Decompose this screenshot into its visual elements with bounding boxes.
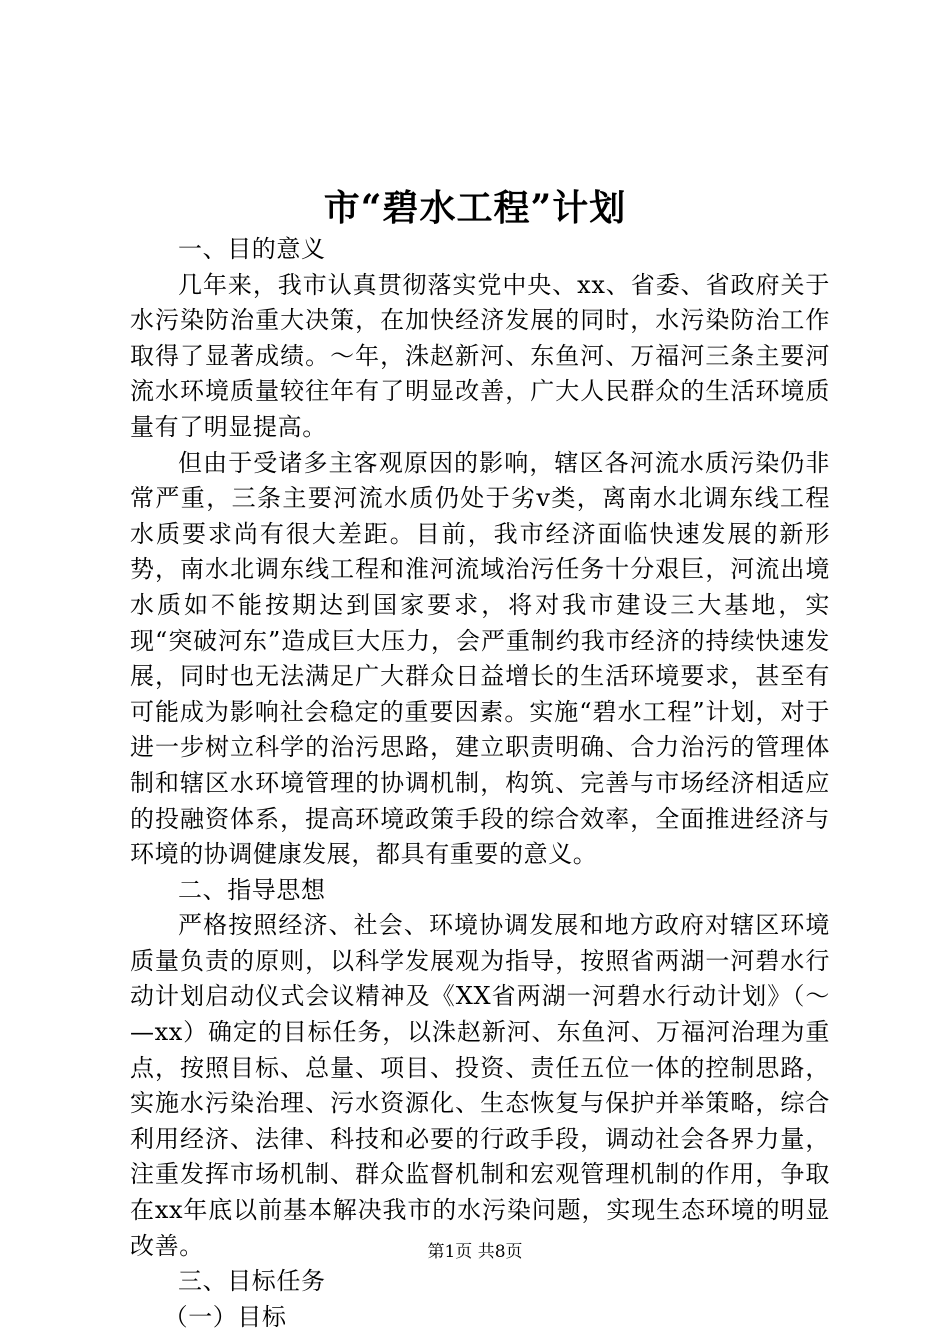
paragraph: 但由于受诸多主客观原因的影响，辖区各河流水质污染仍非常严重，三条主要河流水质仍处于劣v类，离南水北调东线工程水质要求尚有很大差距。目前，我市经济面临快速发展的新形势，南水北调东线工程和淮河流域治污任务十分艰巨，河流出境水质如不能按期达到国家要求，将对我市建设三大基地，实现“突破河东”造成巨大压力，会严重制约我市经济的持续快速发展，同时也无法满足广大群众日益增长的生活环境要求，甚至有可能成为影响社会稳定的重要因素。实施“碧水工程”计划，对于进一步树立科学的治污思路，建立职责明确、合力治污的管理体制和辖区水环境管理的协调机制，构筑、完善与市场经济相适应的投融资体系，提高环境政策手段的综合效率，全面推进经济与环境的协调健康发展，都具有重要的意义。 bbox=[130, 448, 830, 869]
section-heading: 一、目的意义 bbox=[178, 235, 326, 263]
section-heading: 二、指导思想 bbox=[178, 875, 326, 904]
paragraph: 几年来，我市认真贯彻落实党中央、xx、省委、省政府关于水污染防治重大决策，在加快经济发展的同时，水污染防治工作取得了显著成绩。～年，洙赵新河、东鱼河、万福河三条主要河流水环境质量较往年有了明显改善，广大人民群众的生活环境质量有了明显提高。 bbox=[130, 270, 830, 441]
document-body bbox=[130, 232, 830, 1335]
section-heading: 三、目标任务 bbox=[178, 1267, 326, 1296]
subsection-heading: （一）目标 bbox=[163, 1302, 287, 1331]
document-title: 市“碧水工程”计划 bbox=[323, 187, 627, 229]
page-footer: 第1页 共8页 bbox=[427, 1242, 523, 1262]
paragraph: 严格按照经济、社会、环境协调发展和地方政府对辖区环境质量负责的原则，以科学发展观为指导，按照省两湖一河碧水行动计划启动仪式会议精神及《XX省两湖一河碧水行动计划》（～—xx）确定的目标任务，以洙赵新河、东鱼河、万福河治理为重点，按照目标、总量、项目、投资、责任五位一体的控制思路，实施水污染治理、污水资源化、生态恢复与保护并举策略，综合利用经济、法律、科技和必要的行政手段，调动社会各界力量，注重发挥市场机制、群众监督机制和宏观管理机制的作用，争取在xx年底以前基本解决我市的水污染问题，实现生态环境的明显改善。 bbox=[130, 911, 830, 1260]
